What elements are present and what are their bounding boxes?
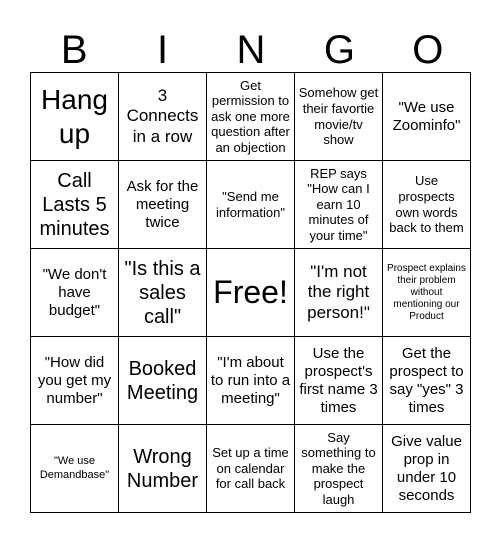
header-letter-n: N bbox=[236, 28, 266, 72]
cell-text: REP says "How can I earn 10 minutes of your time" bbox=[307, 165, 370, 243]
bingo-cell[interactable] bbox=[31, 249, 119, 337]
cell-text: "We use Demandbase" bbox=[39, 455, 110, 481]
cell-text: Use the prospect's first name 3 times bbox=[299, 344, 378, 416]
bingo-cell[interactable] bbox=[31, 425, 119, 513]
cell-text: Somehow get their favortie movie/tv show bbox=[298, 85, 379, 148]
bingo-header bbox=[30, 28, 472, 72]
bingo-cell[interactable] bbox=[119, 249, 207, 337]
header-letter-b: B bbox=[60, 28, 88, 72]
bingo-cell[interactable] bbox=[119, 161, 207, 249]
cell-text: Call Lasts 5 minutes bbox=[39, 169, 110, 240]
bingo-cell[interactable] bbox=[383, 425, 471, 513]
cell-text: Give value prop in under 10 seconds bbox=[391, 432, 462, 504]
bingo-cell[interactable] bbox=[207, 73, 295, 161]
cell-text: "We don't have budget" bbox=[42, 265, 107, 319]
cell-text: Set up a time on calendar for call back bbox=[212, 445, 289, 492]
bingo-cell[interactable] bbox=[119, 425, 207, 513]
cell-text: "We use Zoominfo" bbox=[392, 98, 461, 134]
bingo-cell[interactable] bbox=[207, 161, 295, 249]
cell-text: "How did you get my number" bbox=[37, 353, 112, 407]
bingo-cell[interactable] bbox=[295, 249, 383, 337]
header-letter-i: I bbox=[157, 28, 169, 72]
bingo-cell[interactable] bbox=[119, 337, 207, 425]
cell-text: Use prospects own words back to them bbox=[389, 173, 464, 236]
bingo-cell[interactable] bbox=[207, 425, 295, 513]
bingo-cell[interactable] bbox=[119, 73, 207, 161]
bingo-cell[interactable] bbox=[295, 161, 383, 249]
free-space: Free! bbox=[213, 274, 288, 311]
bingo-cell[interactable] bbox=[207, 337, 295, 425]
cell-text: "Send me information" bbox=[216, 188, 285, 220]
cell-text: Wrong Number bbox=[126, 445, 199, 492]
cell-text: Prospect explains their problem without mentioning our Product bbox=[387, 262, 466, 322]
bingo-cell[interactable] bbox=[295, 73, 383, 161]
bingo-cell[interactable] bbox=[31, 73, 119, 161]
bingo-cell[interactable] bbox=[31, 161, 119, 249]
bingo-cell[interactable] bbox=[383, 161, 471, 249]
cell-text: Get permission to ask one more question after an objection bbox=[211, 77, 290, 155]
bingo-cell[interactable] bbox=[295, 337, 383, 425]
cell-text: Booked Meeting bbox=[126, 357, 199, 404]
header-letter-o: O bbox=[412, 28, 444, 72]
bingo-cell[interactable] bbox=[207, 249, 295, 337]
bingo-cell[interactable] bbox=[383, 249, 471, 337]
bingo-cell[interactable] bbox=[383, 73, 471, 161]
cell-text: "I'm about to run into a meeting" bbox=[210, 353, 291, 407]
bingo-cell[interactable] bbox=[383, 337, 471, 425]
bingo-cell[interactable] bbox=[295, 425, 383, 513]
cell-text: Hang up bbox=[41, 83, 108, 149]
cell-text: Ask for the meeting twice bbox=[126, 177, 199, 231]
cell-text: 3 Connects in a row bbox=[126, 85, 199, 146]
cell-text: Say something to make the prospect laugh bbox=[301, 429, 376, 507]
bingo-cell[interactable] bbox=[31, 337, 119, 425]
cell-text: "I'm not the right person!" bbox=[307, 261, 370, 322]
cell-text: "Is this a sales call" bbox=[124, 257, 201, 328]
header-letter-g: G bbox=[323, 28, 355, 72]
bingo-board bbox=[30, 72, 471, 513]
cell-text: Get the prospect to say "yes" 3 times bbox=[389, 344, 464, 416]
